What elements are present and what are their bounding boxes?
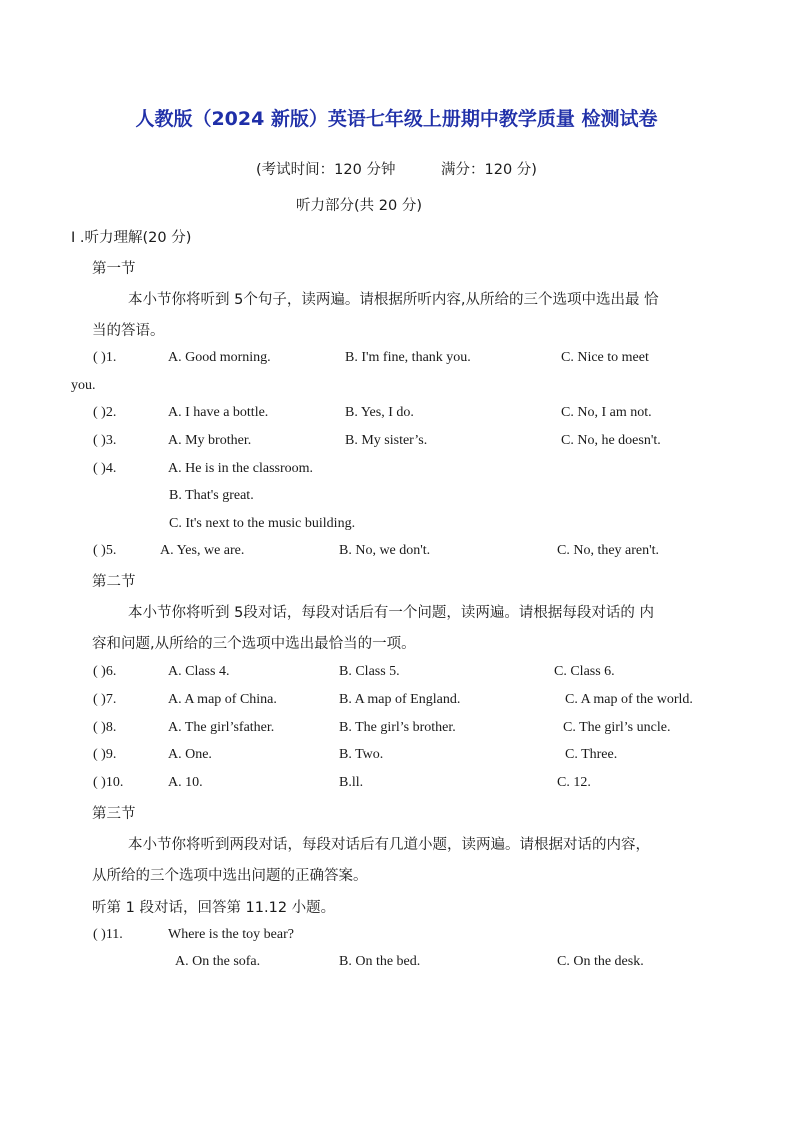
sec2-instruction-line1: 本小节你将听到 5段对话，每段对话后有一个问题，读两遍。请根据每段对话的 内 [128, 605, 654, 621]
q9-option-b: B. Two. [339, 747, 384, 762]
sec3-instruction-line1: 本小节你将听到两段对话，每段对话后有几道小题，读两遍。请根据对话的内容， [128, 837, 650, 853]
listening-section-heading: 听力部分(共 20 分) [296, 198, 422, 214]
q10-number: ( )10. [93, 775, 124, 790]
dialog1-instruction: 听第 1 段对话，回答第 11.12 小题。 [92, 900, 336, 916]
q11-stem: Where is the toy bear? [168, 927, 294, 942]
q8-option-a: A. The girl’sfather. [168, 720, 275, 735]
q10-option-a: A. 10. [168, 775, 203, 790]
q5-number: ( )5. [93, 543, 117, 558]
q4-option-b: B. That's great. [169, 488, 254, 503]
exam-title: 人教版（2024 新版）英语七年级上册期中教学质量 检测试卷 [135, 108, 658, 130]
q5-option-a: A. Yes, we are. [160, 543, 245, 558]
q5-option-c: C. No, they aren't. [557, 543, 660, 558]
q2-option-b: B. Yes, I do. [345, 405, 414, 420]
q8-number: ( )8. [93, 720, 117, 735]
q1-option-c-continued: you. [71, 378, 96, 393]
sec3-title: 第三节 [92, 806, 136, 822]
q4-option-a: A. He is in the classroom. [168, 461, 314, 476]
q6-option-a: A. Class 4. [168, 664, 230, 679]
q8-option-c: C. The girl’s uncle. [563, 720, 671, 735]
q2-option-c: C. No, I am not. [561, 405, 652, 420]
q3-option-c: C. No, he doesn't. [561, 433, 661, 448]
q3-option-b: B. My sister’s. [345, 433, 428, 448]
q6-option-c: C. Class 6. [554, 664, 615, 679]
q9-number: ( )9. [93, 747, 117, 762]
q4-option-c: C. It's next to the music building. [169, 516, 356, 531]
q1-option-c: C. Nice to meet [561, 350, 649, 365]
full-score: 满分：120 分) [441, 162, 537, 178]
q5-option-b: B. No, we don't. [339, 543, 431, 558]
q11-option-b: B. On the bed. [339, 954, 421, 969]
q8-option-b: B. The girl’s brother. [339, 720, 456, 735]
q6-number: ( )6. [93, 664, 117, 679]
q11-option-a: A. On the sofa. [175, 954, 261, 969]
q9-option-c: C. Three. [565, 747, 618, 762]
part1-heading: I .听力理解(20 分) [71, 230, 192, 246]
sec1-instruction-line2: 当的答语。 [92, 323, 165, 339]
q4-number: ( )4. [93, 461, 117, 476]
q1-option-a: A. Good morning. [168, 350, 271, 365]
q7-option-a: A. A map of China. [168, 692, 277, 707]
q10-option-b: B.ll. [339, 775, 364, 790]
q1-number: ( )1. [93, 350, 117, 365]
sec2-instruction-line2: 容和问题,从所给的三个选项中选出最恰当的一项。 [92, 636, 416, 652]
q7-option-c: C. A map of the world. [565, 692, 693, 707]
q11-number: ( )11. [93, 927, 123, 942]
q6-option-b: B. Class 5. [339, 664, 400, 679]
q7-option-b: B. A map of England. [339, 692, 461, 707]
sec1-title: 第一节 [92, 261, 136, 277]
q3-number: ( )3. [93, 433, 117, 448]
q9-option-a: A. One. [168, 747, 212, 762]
sec3-instruction-line2: 从所给的三个选项中选出问题的正确答案。 [92, 868, 368, 884]
sec1-instruction-line1: 本小节你将听到 5个句子，读两遍。请根据所听内容,从所给的三个选项中选出最 恰 [128, 292, 659, 308]
exam-time: (考试时间：120 分钟 [256, 162, 396, 178]
q7-number: ( )7. [93, 692, 117, 707]
q3-option-a: A. My brother. [168, 433, 252, 448]
q2-option-a: A. I have a bottle. [168, 405, 269, 420]
q2-number: ( )2. [93, 405, 117, 420]
q11-option-c: C. On the desk. [557, 954, 644, 969]
q10-option-c: C. 12. [557, 775, 591, 790]
sec2-title: 第二节 [92, 574, 136, 590]
q1-option-b: B. I'm fine, thank you. [345, 350, 471, 365]
